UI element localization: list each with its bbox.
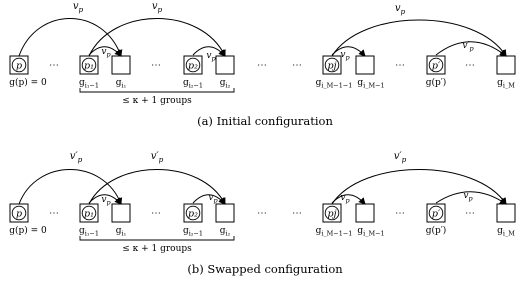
top-edge-label-1: $v_p$ bbox=[72, 1, 84, 14]
label-g-i1: $g_{i_1}$ bbox=[115, 78, 127, 90]
node-label-pprime: p′ bbox=[431, 60, 441, 72]
label-g-pprime: g(p′) bbox=[425, 226, 447, 236]
inner-edge-label-4: $v'_p$ bbox=[462, 41, 474, 53]
inner-edge-label-1: $v_p$ bbox=[101, 47, 111, 59]
panel-initial bbox=[9, 1, 515, 128]
label-g-p-0: g(p) = 0 bbox=[9, 226, 47, 236]
ellipsis-0: ⋯ bbox=[49, 60, 59, 71]
group-bracket bbox=[80, 236, 234, 240]
panel-swapped bbox=[9, 151, 515, 276]
group-box-e2 bbox=[216, 204, 234, 222]
inner-edge-label-2: $v_p$ bbox=[206, 51, 216, 63]
label-g-iM1: $g_{i\_M-1}$ bbox=[357, 226, 385, 238]
top-edge-label-3: $v'_p$ bbox=[393, 151, 407, 164]
panel-caption: (b) Swapped configuration bbox=[187, 262, 343, 276]
node-label-pprime: p′ bbox=[431, 208, 441, 220]
ellipsis-2: ⋯ bbox=[257, 208, 267, 219]
ellipsis-4: ⋯ bbox=[395, 60, 405, 71]
group-box-e3 bbox=[356, 56, 374, 74]
inner-edge-label-2: $v_p$ bbox=[208, 193, 218, 205]
group-bracket bbox=[80, 88, 234, 92]
label-g-iM1-minus-1: $g_{i\_M-1-1}$ bbox=[315, 78, 353, 90]
node-label-p2: p₂ bbox=[188, 60, 198, 72]
group-box-e3 bbox=[356, 204, 374, 222]
ellipsis-3: ⋯ bbox=[292, 60, 302, 71]
node-label-pj: pj bbox=[327, 208, 337, 220]
inner-edge-label-1: $v_p$ bbox=[101, 195, 111, 207]
label-g-i2: $g_{i_2}$ bbox=[219, 78, 231, 90]
node-label-p2: p₂ bbox=[188, 208, 198, 220]
inner-edge-label-4: $v_p$ bbox=[463, 191, 473, 203]
label-g-iM1-minus-1: $g_{i\_M-1-1}$ bbox=[315, 226, 353, 238]
node-label-p: p bbox=[15, 60, 23, 72]
panel-caption: (a) Initial configuration bbox=[197, 114, 333, 128]
node-label-p: p bbox=[15, 208, 23, 220]
top-edge-label-2: $v_p$ bbox=[151, 1, 163, 14]
label-g-i1-minus-1: $g_{i_1-1}$ bbox=[79, 78, 99, 90]
ellipsis-2: ⋯ bbox=[257, 60, 267, 71]
label-g-iM1: $g_{i\_M-1}$ bbox=[357, 78, 385, 90]
ellipsis-1: ⋯ bbox=[151, 208, 161, 219]
label-g-pprime: g(p′) bbox=[425, 78, 447, 88]
ellipsis-3: ⋯ bbox=[292, 208, 302, 219]
ellipsis-0: ⋯ bbox=[49, 208, 59, 219]
label-g-p-0: g(p) = 0 bbox=[9, 78, 47, 88]
node-label-p1: p₁ bbox=[84, 208, 94, 220]
ellipsis-1: ⋯ bbox=[151, 60, 161, 71]
ellipsis-4: ⋯ bbox=[395, 208, 405, 219]
label-g-i1: $g_{i_1}$ bbox=[115, 226, 127, 238]
label-g-iM: $g_{i\_M}$ bbox=[497, 78, 515, 90]
group-box-e1 bbox=[112, 56, 130, 74]
label-g-i1-minus-1: $g_{i_1-1}$ bbox=[79, 226, 99, 238]
arc-top-3 bbox=[332, 170, 506, 205]
inner-edge-label-3: $v_p$ bbox=[340, 50, 350, 62]
label-g-iM: $g_{i\_M}$ bbox=[497, 226, 515, 238]
label-g-i2-minus-1: $g_{i_2-1}$ bbox=[183, 78, 203, 90]
group-box-e2 bbox=[216, 56, 234, 74]
top-edge-label-2: $v'_p$ bbox=[150, 151, 164, 164]
group-box-e1 bbox=[112, 204, 130, 222]
inner-edge-label-3: $v_p$ bbox=[340, 193, 350, 205]
node-label-p1: p₁ bbox=[84, 60, 94, 72]
group-box-e4 bbox=[497, 204, 515, 222]
ellipsis-5: ⋯ bbox=[465, 208, 475, 219]
ellipsis-5: ⋯ bbox=[465, 60, 475, 71]
bracket-label: ≤ κ + 1 groups bbox=[122, 96, 192, 106]
group-box-e4 bbox=[497, 56, 515, 74]
top-edge-label-1: $v'_p$ bbox=[69, 151, 83, 164]
bracket-label: ≤ κ + 1 groups bbox=[122, 244, 192, 254]
top-edge-label-3: $v_p$ bbox=[394, 3, 406, 16]
label-g-i2-minus-1: $g_{i_2-1}$ bbox=[183, 226, 203, 238]
node-label-pj: pj bbox=[327, 60, 337, 72]
label-g-i2: $g_{i_2}$ bbox=[219, 226, 231, 238]
